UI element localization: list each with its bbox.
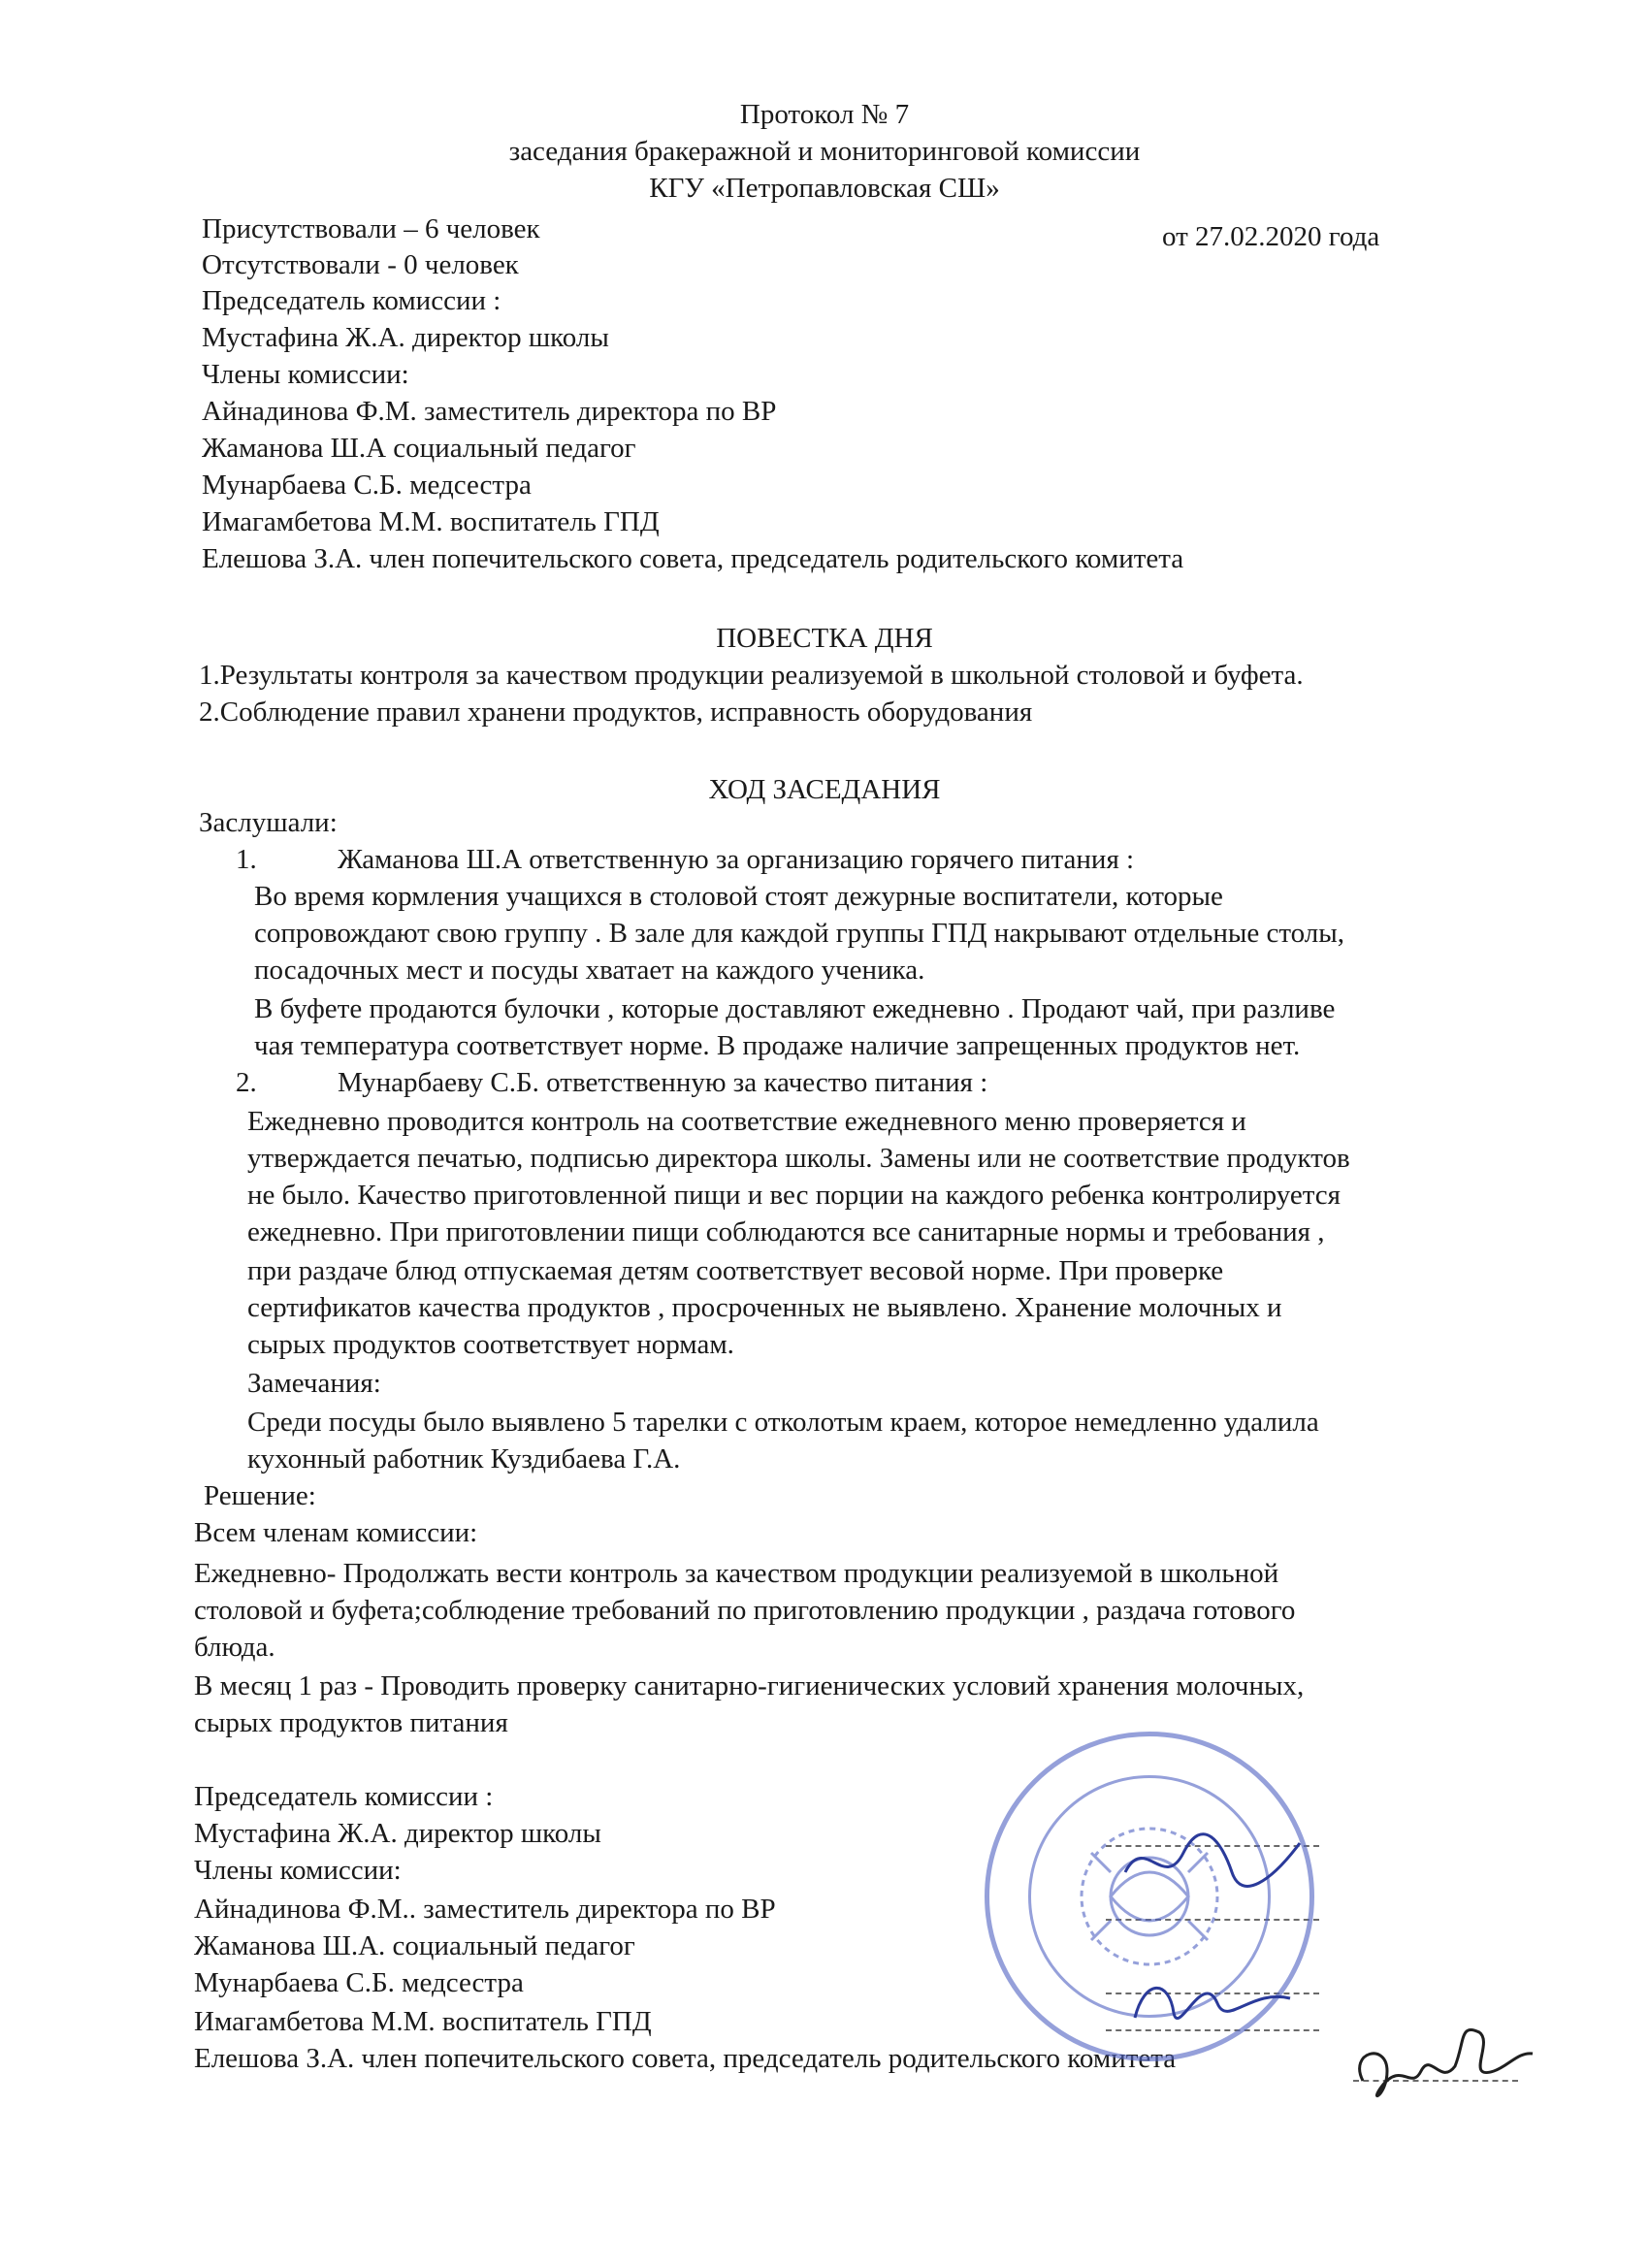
text-line: В буфете продаются булочки , которые доставляют ежедневно . Продают чай, при разливе	[254, 993, 1336, 1024]
heard-label: Заслушали:	[199, 807, 338, 838]
sign-member-line: Жаманова Ш.А. социальный педагог	[194, 1930, 635, 1961]
text-line: Во время кормления учащихся в столовой стоят дежурные воспитатели, которые	[254, 881, 1223, 912]
sign-member-line: Имагамбетова М.М. воспитатель ГПД	[194, 2006, 652, 2037]
text-line: столовой и буфета;соблюдение требований по приготовлению продукции , раздача готового	[194, 1595, 1296, 1626]
remarks-label: Замечания:	[247, 1368, 381, 1399]
decision-label: Решение:	[204, 1480, 316, 1511]
text-line: блюда.	[194, 1632, 275, 1663]
text-line: чая температура соответствует норме. В продаже наличие запрещенных продуктов нет.	[254, 1030, 1301, 1061]
organization-name: КГУ «Петропавловская СШ»	[649, 173, 1000, 204]
text-line: ежедневно. При приготовлении пищи соблюдаются все санитарные нормы и требования ,	[247, 1216, 1325, 1247]
handwritten-signature	[1125, 1960, 1300, 2047]
sign-chair-name: Мустафина Ж.А. директор школы	[194, 1818, 601, 1849]
text-line: сопровождают свою группу . В зале для каждой группы ГПД накрывают отдельные столы,	[254, 918, 1345, 949]
sign-member-line: Мунарбаева С.Б. медсестра	[194, 1967, 524, 1998]
proceedings-heading: ХОД ЗАСЕДАНИЯ	[708, 774, 941, 805]
text-line: утверждается печатью, подписью директора школы. Замены или не соответствие продуктов	[247, 1143, 1350, 1174]
text-line: Ежедневно- Продолжать вести контроль за качеством продукции реализуемой в школьной	[194, 1558, 1279, 1589]
handwritten-signature	[1348, 2013, 1542, 2120]
present-count: Присутствовали – 6 человек	[202, 213, 540, 244]
item-number: 1.	[236, 844, 257, 875]
member-line: Жаманова Ш.А социальный педагог	[202, 433, 636, 464]
chair-name: Мустафина Ж.А. директор школы	[202, 322, 609, 353]
document-subtitle: заседания бракеражной и мониторинговой комиссии	[508, 136, 1141, 167]
item1-heading: Жаманова Ш.А ответственную за организацию горячего питания :	[338, 844, 1135, 875]
chair-label: Председатель комиссии :	[202, 285, 501, 316]
sign-member-line: Айнадинова Ф.М.. заместитель директора по ВР	[194, 1894, 776, 1925]
text-line: В месяц 1 раз - Проводить проверку санитарно-гигиенических условий хранения молочных,	[194, 1670, 1305, 1701]
item2-heading: Мунарбаеву С.Б. ответственную за качество питания :	[338, 1067, 988, 1098]
decision-to-all: Всем членам комиссии:	[194, 1517, 478, 1548]
text-line: Ежедневно проводится контроль на соответствие ежедневного меню проверяется и	[247, 1106, 1246, 1137]
member-line: Имагамбетова М.М. воспитатель ГПД	[202, 506, 660, 537]
text-line: при раздаче блюд отпускаемая детям соответствует весовой норме. При проверке	[247, 1255, 1224, 1286]
text-line: посадочных мест и посуды хватает на каждого ученика.	[254, 955, 925, 986]
document-title: Протокол № 7	[739, 99, 910, 130]
text-line: Среди посуды было выявлено 5 тарелки с отколотым краем, которое немедленно удалила	[247, 1407, 1319, 1438]
text-line: не было. Качество приготовленной пищи и вес порции на каждого ребенка контролируется	[247, 1180, 1341, 1211]
members-label: Члены комиссии:	[202, 359, 409, 390]
protocol-date: от 27.02.2020 года	[1162, 221, 1380, 252]
sign-member-line: Елешова З.А. член попечительского совета, председатель родительского комитета	[194, 2043, 1177, 2074]
text-line: кухонный работник Куздибаева Г.А.	[247, 1443, 681, 1474]
agenda-heading: ПОВЕСТКА ДНЯ	[716, 623, 933, 654]
agenda-item: 2.Соблюдение правил хранени продуктов, исправность оборудования	[199, 697, 1033, 728]
text-line: сырых продуктов питания	[194, 1707, 508, 1738]
agenda-item: 1.Результаты контроля за качеством продукции реализуемой в школьной столовой и буфета.	[199, 660, 1304, 691]
handwritten-signature	[1116, 1824, 1310, 1901]
member-line: Елешова З.А. член попечительского совета, председатель родительского комитета	[202, 543, 1184, 574]
member-line: Мунарбаева С.Б. медсестра	[202, 470, 532, 501]
item-number: 2.	[236, 1067, 257, 1098]
member-line: Айнадинова Ф.М. заместитель директора по ВР	[202, 396, 777, 427]
absent-count: Отсутствовали - 0 человек	[202, 249, 519, 280]
sign-chair-label: Председатель комиссии :	[194, 1781, 494, 1812]
text-line: сырых продуктов соответствует нормам.	[247, 1329, 734, 1360]
text-line: сертификатов качества продуктов , просроченных не выявлено. Хранение молочных и	[247, 1292, 1282, 1323]
sign-members-label: Члены комиссии:	[194, 1855, 402, 1886]
